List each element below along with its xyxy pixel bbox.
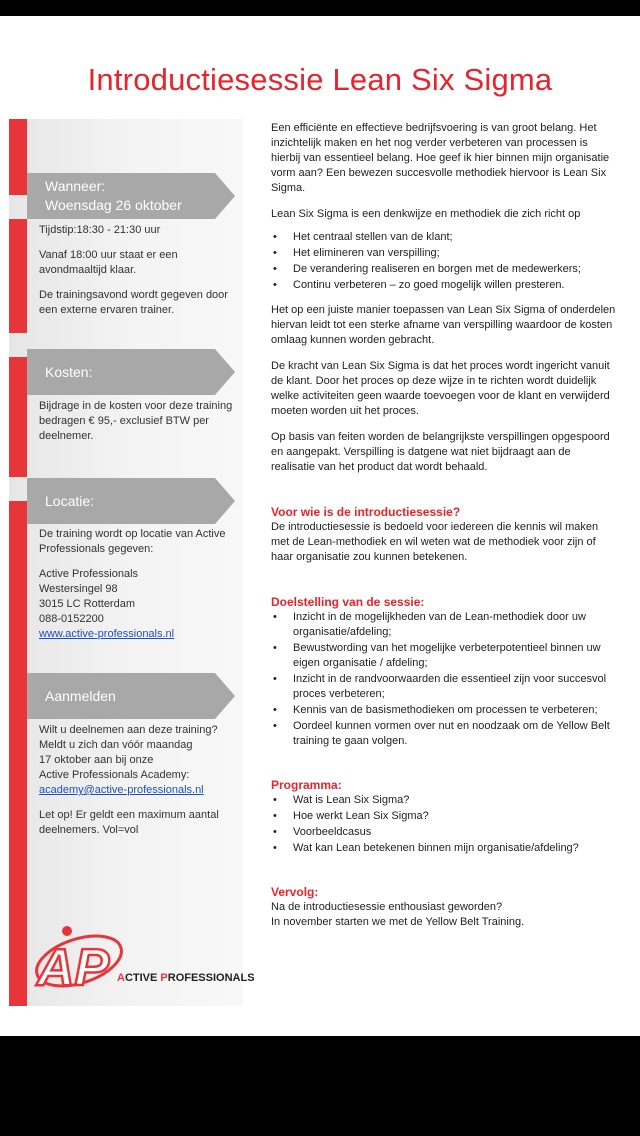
list-item: • Inzicht in de randvoorwaarden die essentieel zijn voor succesvol proces verbeteren;	[271, 672, 617, 702]
sidebar	[9, 119, 255, 1006]
page-title: Introductiesessie Lean Six Sigma	[87, 62, 553, 97]
list-item: • Oordeel kunnen vormen over nut en noodzaak om de Yellow Belt training te gaan volgen.	[271, 719, 617, 749]
lss-intro: Lean Six Sigma is een denkwijze en methodiek die zich richt op	[271, 208, 581, 220]
wanneer-meal: Vanaf 18:00 uur staat er een avondmaaltijd klaar.	[39, 249, 178, 276]
wanneer-date: Woensdag 26 oktober	[45, 197, 182, 213]
list-item: • De verandering realiseren en borgen met de medewerkers;	[271, 262, 617, 277]
flyer-page	[0, 16, 640, 1036]
aanmelden-line: Active Professionals Academy:	[39, 769, 190, 781]
heading-voor-wie: Voor wie is de introductiesessie?	[271, 505, 461, 519]
wanneer-label: Wanneer:	[45, 178, 106, 194]
section-header-aanmelden	[27, 673, 235, 719]
red-bar-locatie	[9, 357, 27, 477]
red-bar-aanmelden	[9, 501, 27, 1006]
paragraph-kosten-omlaag: Het op een juiste manier toepassen van Lean Six Sigma of onderdelen hiervan leidt tot een sterke afname van verspilling waardoor de kosten omlaag kunnen worden gebracht.	[271, 304, 616, 346]
wanneer-text	[39, 223, 244, 328]
section-header-wanneer	[27, 173, 235, 219]
heading-doelstelling: Doelstelling van de sessie:	[271, 595, 425, 609]
locatie-text	[39, 527, 244, 642]
locatie-intro: De training wordt op locatie van Active Professionals gegeven:	[39, 528, 226, 555]
doelstelling-list	[271, 610, 617, 749]
list-item: • Wat is Lean Six Sigma?	[271, 793, 617, 808]
list-item: • Het centraal stellen van de klant;	[271, 230, 617, 245]
lss-bullet-list	[271, 230, 617, 293]
intro-paragraph: Een efficiënte en effectieve bedrijfsvoering is van groot belang. Het inzichtelijk maken en het nog verder verbeteren van processen is hierbij van essentieel belang. Hoe geef ik hier binnen mijn organisatie vorm aan? Een bewezen succesvolle methodiek hiervoor is Lean Six Sigma.	[271, 122, 610, 194]
aanmelden-line: Wilt u deelnemen aan deze training?	[39, 724, 218, 736]
website-link[interactable]: www.active-professionals.nl	[39, 628, 175, 640]
red-bar-wanneer	[9, 119, 27, 195]
kosten-price: Bijdrage in de kosten voor deze training bedragen € 95,- exclusief BTW per deelnemer.	[39, 400, 233, 442]
aanmelden-line: Meldt u zich dan vóór maandag	[39, 739, 193, 751]
wanneer-trainer: De trainingsavond wordt gegeven door een externe ervaren trainer.	[39, 289, 228, 316]
list-item: • Het elimineren van verspilling;	[271, 246, 617, 261]
voor-wie-text: De introductiesessie is bedoeld voor iedereen die kennis wil maken met de Lean-methodiek en wil weten wat de methodiek voor zijn of haar organisatie zou kunnen betekenen.	[271, 521, 599, 563]
list-item: • Kennis van de basismethodieken om processen te verbeteren;	[271, 703, 617, 718]
aanmelden-label: Aanmelden	[45, 688, 116, 704]
paragraph-feiten: Op basis van feiten worden de belangrijkste verspillingen opgespoord en aangepakt. Verspilling is datgene wat niet bijdraagt aan de realisatie van het product dat wordt behaald.	[271, 431, 610, 473]
email-link[interactable]: academy@active-professionals.nl	[39, 784, 204, 796]
list-item: • Inzicht in de mogelijkheden van de Lean-methodiek door uw organisatie/afdeling;	[271, 610, 617, 640]
heading-vervolg: Vervolg:	[271, 885, 319, 899]
aanmelden-line: 17 oktober aan bij onze	[39, 754, 154, 766]
main-content	[271, 121, 617, 930]
aanmelden-text	[39, 723, 244, 848]
red-bar-kosten	[9, 219, 27, 333]
section-header-locatie	[27, 478, 235, 524]
vervolg-line: In november starten we met de Yellow Belt Training.	[271, 916, 525, 928]
list-item: • Hoe werkt Lean Six Sigma?	[271, 809, 617, 824]
address-phone: 088-0152200	[39, 613, 104, 625]
programma-list	[271, 793, 617, 856]
kosten-text	[39, 399, 244, 454]
heading-programma: Programma:	[271, 778, 342, 792]
aanmelden-note: Let op! Er geldt een maximum aantal deelnemers. Vol=vol	[39, 809, 219, 836]
list-item: • Continu verbeteren – zo goed mogelijk willen presteren.	[271, 278, 617, 293]
address-line: Active Professionals	[39, 568, 139, 580]
section-header-kosten	[27, 349, 235, 395]
kosten-label: Kosten:	[45, 364, 93, 380]
paragraph-kracht: De kracht van Lean Six Sigma is dat het proces wordt ingericht vanuit de klant. Door het proces op deze wijze in te richten wordt duidelijk welke activiteiten geen waarde toevoegen voor de klant en verwijderd moeten worden uit het proces.	[271, 360, 610, 417]
address-line: 3015 LC Rotterdam	[39, 598, 135, 610]
active-professionals-logo	[31, 925, 255, 997]
logo-letters: AP	[37, 939, 110, 997]
list-item: • Voorbeeldcasus	[271, 825, 617, 840]
wanneer-time: Tijdstip:18:30 - 21:30 uur	[39, 224, 161, 236]
address-line: Westersingel 98	[39, 583, 118, 595]
list-item: • Bewustwording van het mogelijke verbeterpotentieel binnen uw eigen organisatie / afdeling;	[271, 641, 617, 671]
vervolg-line: Na de introductiesessie enthousiast geworden?	[271, 901, 503, 913]
list-item: • Wat kan Lean betekenen binnen mijn organisatie/afdeling?	[271, 841, 617, 856]
locatie-label: Locatie:	[45, 493, 95, 509]
svg-text:ACTIVE PROFESSIONALS: ACTIVE PROFESSIONALS	[117, 972, 255, 984]
